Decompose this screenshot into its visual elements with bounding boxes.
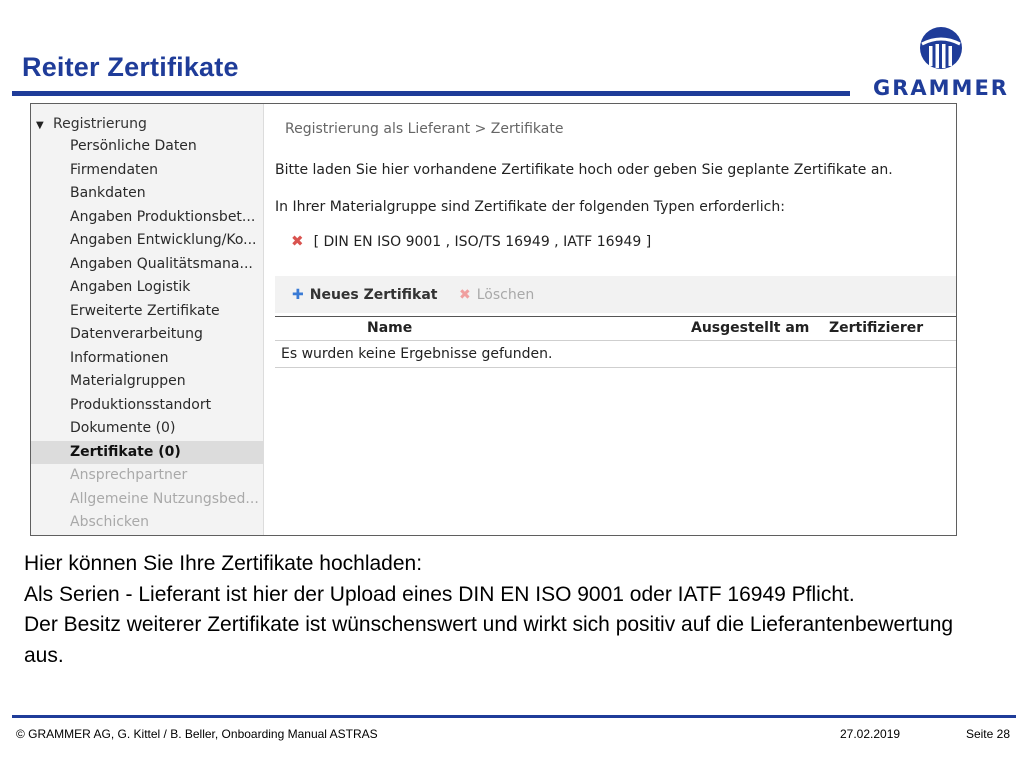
footer-page-number: Seite 28 [965,727,1010,741]
nav-item-ansprechpartner: Ansprechpartner [70,467,188,483]
logo-wordmark: GRAMMER [873,76,1009,100]
title-rule [12,91,850,96]
description-line-3: Der Besitz weiterer Zertifikate ist wünschenswert und wirkt sich positiv auf die Lieferantenbewertung aus. [24,613,954,667]
content-pane [264,104,956,535]
nav-item-dokumente[interactable]: Dokumente (0) [70,420,176,436]
nav-item-firmendaten[interactable]: Firmendaten [70,161,158,178]
required-cert-types [291,232,651,250]
grid-empty-message: Es wurden keine Ergebnisse gefunden. [275,342,956,368]
grammer-emblem-icon [916,26,966,74]
nav-root-label: Registrierung [53,116,147,132]
nav-item-produktionsstandort[interactable]: Produktionsstandort [70,396,212,413]
new-certificate-label: Neues Zertifikat [309,287,438,303]
triangle-down-icon: ▼ [36,120,44,131]
new-certificate-button[interactable] [292,285,437,305]
description-line-2: Als Serien - Lieferant ist hier der Upload eines DIN EN ISO 9001 oder IATF 16949 Pflicht. [24,582,855,606]
nav-item-zertifikate[interactable]: Zertifikate (0) [31,441,264,465]
column-header-certifier[interactable]: Zertifizierer [829,320,924,336]
nav-item-informationen[interactable]: Informationen [70,349,169,366]
footer-date: 27.02.2019 [840,727,901,741]
delete-icon: ✖ [459,287,471,303]
nav-item-angaben-qualitaetsmanagement[interactable]: Angaben Qualitätsmana... [70,255,253,272]
nav-item-persoenliche-daten[interactable]: Persönliche Daten [70,138,197,154]
nav-item-bankdaten[interactable]: Bankdaten [70,185,146,201]
description-line-1: Hier können Sie Ihre Zertifikate hochladen: [24,552,423,575]
grid-header [275,316,956,341]
plus-icon: ✚ [292,287,304,303]
description [24,549,984,671]
nav-item-abschicken: Abschicken [70,514,150,530]
required-text: In Ihrer Materialgruppe sind Zertifikate der folgenden Typen erforderlich: [275,199,785,215]
missing-icon: ✖ [291,232,304,250]
grammer-logo [866,26,1016,102]
grid-toolbar [275,276,956,313]
nav-item-angaben-logistik[interactable]: Angaben Logistik [70,279,191,295]
column-header-issued[interactable]: Ausgestellt am [691,320,810,336]
nav-item-angaben-produktionsbetrieb[interactable]: Angaben Produktionsbet... [70,208,256,225]
intro-text: Bitte laden Sie hier vorhandene Zertifikate hoch oder geben Sie geplante Zertifikate an. [275,162,893,178]
breadcrumb: Registrierung als Lieferant > Zertifikate [285,121,564,137]
nav-item-materialgruppen[interactable]: Materialgruppen [70,373,186,389]
nav-root-registrierung[interactable] [36,114,147,134]
delete-button [459,285,534,305]
footer-copyright: © GRAMMER AG, G. Kittel / B. Beller, Onboarding Manual ASTRAS [16,727,378,741]
delete-label: Löschen [476,287,535,303]
nav-item-angaben-entwicklung[interactable]: Angaben Entwicklung/Ko... [70,232,257,248]
footer-rule [12,715,1016,718]
nav-item-datenverarbeitung[interactable]: Datenverarbeitung [70,326,203,342]
column-header-name[interactable]: Name [367,320,413,336]
slide-title: Reiter Zertifikate [22,52,239,82]
registration-sidebar [31,104,264,535]
portal-screenshot [30,103,957,536]
nav-item-erweiterte-zertifikate[interactable]: Erweiterte Zertifikate [70,302,220,319]
nav-item-allgemeine-nutzungsbedingungen: Allgemeine Nutzungsbed... [70,490,259,507]
nav-list [31,135,264,535]
required-cert-list: [ DIN EN ISO 9001 , ISO/TS 16949 , IATF 16949 ] [313,234,652,250]
